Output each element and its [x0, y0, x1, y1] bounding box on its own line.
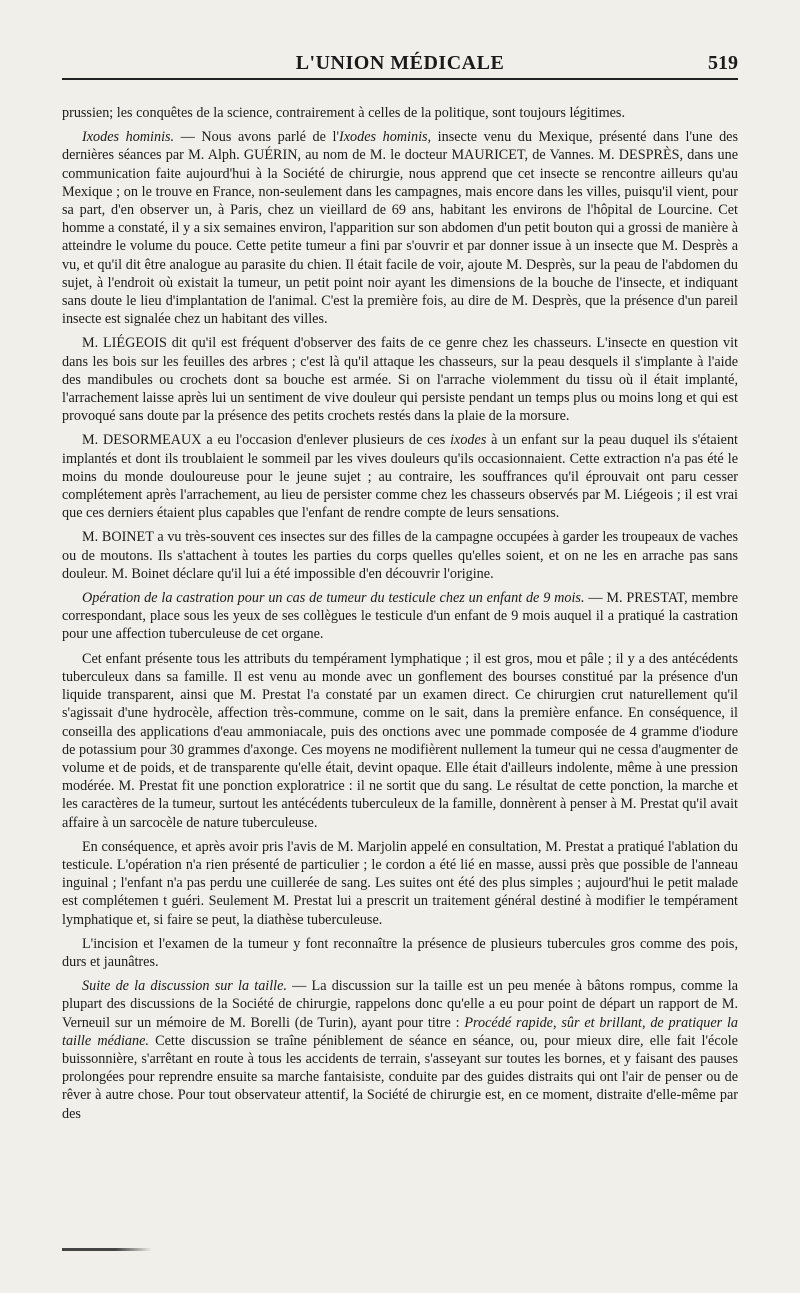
- paragraph: [62, 334, 738, 425]
- text-segment: En conséquence, et après avoir pris l'avis de M. Marjolin appelé en consultation, M. Prestat a pratiqué l'ablation du testicule. L'opération n'a rien présenté de particulier ; le cordon a été lié en masse, aussi près que possible de l'anneau inguinal ; l'enfant n'a pas perdu une cuillerée de sang. Les suites ont été des plus simples ; aujourd'hui le petit malade est complétemen t guéri. Seulement M. Prestat lui a prescrit un traitement général destiné à modifier le tempérament lymphatique et, si faire se peut, la diathèse tuberculeuse.: [62, 838, 738, 928]
- text-segment: — Nous avons parlé de l': [174, 129, 340, 146]
- paragraph: [62, 977, 738, 1123]
- paragraph: [62, 104, 738, 122]
- text-segment: M. BOINET a vu très-souvent ces insectes sur des filles de la campagne occupées à garder les troupeaux de vaches ou de moutons. Ils s'attachent à toutes les parties du corps quelles qu'elles soient, et on ne les en arrache pas sans douleur. M. Boinet déclare qu'il lui a été impossible d'en découvrir l'origine.: [62, 529, 738, 582]
- text-segment: Cette discussion se traîne péniblement de séance en séance, ou, pour mieux dire, elle fait l'école buissonnière, s'arrêtant en route à tous les accidents de terrain, s'asseyant sur toutes les bornes, et y faisant des pauses prolongées pour reprendre ensuite sa marche fantaisiste, conduite par des guides distraits qui ont l'air de penser ou de rêver à autre chose. Pour tout observateur attentif, la Société de chirurgie est, en ce moment, distraite d'elle-même par des: [62, 1032, 738, 1122]
- paragraph: [62, 431, 738, 522]
- paragraph: [62, 528, 738, 583]
- paragraph: [62, 838, 738, 929]
- italic-text: Ixodes hominis.: [82, 129, 175, 146]
- text-segment: L'incision et l'examen de la tumeur y font reconnaître la présence de plusieurs tubercules gros comme des pois, durs et jaunâtres.: [62, 935, 738, 970]
- text-segment: — M. PRESTAT, membre correspondant, place sous les yeux de ses collègues le testicule d'un enfant de 9 mois auquel il a pratiqué la castration pour une affection tuberculeuse de cet organe.: [62, 590, 738, 643]
- italic-text: ixodes: [450, 432, 487, 449]
- running-header: [62, 52, 738, 80]
- paragraph: [62, 589, 738, 644]
- italic-text: Opération de la castration pour un cas de tumeur du testicule chez un enfant de 9 mois.: [82, 590, 585, 607]
- footer-rule: [62, 1248, 152, 1251]
- text-segment: M. LIÉGEOIS dit qu'il est fréquent d'observer des faits de ce genre chez les chasseurs. L'insecte en question vit dans les bois sur les feuilles des arbres ; c'est là qu'il attaque les chasseurs, sur la peau desquels il s'implante à l'aide des mandibules ou crochets dont sa bouche est armée. Si on l'arrache violemment du tissu où il était implanté, l'arrachement laisse après lui un sentiment de vive douleur qui persiste pendant un temps plus ou moins long et qui est provoqué sans doute par la présence des petits crochets restés dans la plaie de la morsure.: [62, 335, 738, 425]
- article-body: [62, 104, 738, 1123]
- italic-text: Ixodes hominis,: [339, 129, 432, 146]
- italic-text: Procédé rapide, sûr et brillant, de pratiquer la taille médiane.: [62, 1014, 738, 1049]
- journal-title: L'UNION MÉDICALE: [295, 52, 505, 74]
- text-segment: à un enfant sur la peau duquel ils s'étaient implantés et dont ils troublaient le sommeil par les vives douleurs qu'ils occasionnaient. Cette extraction n'a pas été le moins du monde douloureuse pour le jeune sujet ; au contraire, les souffrances qu'il éprouvait ont paru cesser complétement après l'arrachement, au lieu de persister comme chez les chasseurs observés par M. Liégeois ; il est vrai que ces derniers étaient plus capables que l'enfant de rendre compte de leurs sensations.: [62, 432, 738, 522]
- text-segment: insecte venu du Mexique, présenté dans l'une des dernières séances par M. Alph. GUÉRIN, au nom de M. le docteur MAURICET, de Vannes. M. DESPRÈS, dans une communication faite aujourd'hui à la Société de chirurgie, nous apprend que cet insecte se rencontre ailleurs qu'au Mexique ; on le trouve en France, non-seulement dans les campagnes, mais encore dans les villes, puisqu'il vient, pour sa part, d'en observer un, à Paris, chez un vieillard de 69 ans, habitant les environs de l'hôpital de Lourcine. Cet homme a constaté, il y a six semaines environ, l'apparition sur son abdomen d'un petit bouton qui a grossi de manière à atteindre le volume du pouce. Cette petite tumeur a fini par s'ouvrir et par donner issue à un insecte que M. Desprès a vu, et qu'il dit être analogue au parasite du chien. Il était facile de voir, ajoute M. Desprès, sur la peau de l'abdomen du sujet, à l'endroit où existait la tumeur, un petit point noir ayant les dimensions de la bouche de l'insecte, et indiquant sans doute le lieu d'implantation de l'animal. C'est la première fois, au dire de M. Desprès, que la présence d'un pareil insecte est signalée chez un habitant des villes.: [62, 129, 738, 328]
- paragraph: [62, 650, 738, 832]
- text-segment: prussien; les conquêtes de la science, contrairement à celles de la politique, sont toujours légitimes.: [62, 105, 625, 121]
- text-segment: M. DESORMEAUX a eu l'occasion d'enlever plusieurs de ces: [82, 432, 451, 449]
- text-segment: Cet enfant présente tous les attributs du tempérament lymphatique ; il est gros, mou et pâle ; il y a des antécédents tuberculeux dans sa famille. Il est venu au monde avec un gonflement des bourses constitué par la présence d'un liquide transparent, ainsi que M. Prestat l'a constaté par un examen direct. Ce chirurgien crut naturellement qu'il s'agissait d'une hydrocèle, affection très-commune, comme on le sait, dans la première enfance. En conséquence, il conseilla des applications d'eau ammoniacale, puis des onctions avec une pommade composée de 4 gramme d'iodure de potassium pour 30 grammes d'axonge. Ces moyens ne modifièrent nullement la tumeur qui ne cessa d'augmenter de volume et de poids, et de transparente qu'elle était, devint opaque. Elle était d'ailleurs indolente, même à une pression modérée. M. Prestat fit une ponction exploratrice : il ne sortit que du sang. Le résultat de cette ponction, la marche et les caractères de la tumeur, surtout les antécédents tuberculeux de la famille, donnèrent à penser à M. Prestat qu'il avait affaire à un sarcocèle de nature tuberculeuse.: [62, 650, 738, 831]
- page-number: 519: [708, 52, 738, 74]
- paragraph: [62, 935, 738, 971]
- text-segment: — La discussion sur la taille est un peu menée à bâtons rompus, comme la plupart des discussions de la Société de chirurgie, rappelons donc qu'elle a eu pour point de départ un rapport de M. Verneuil sur un mémoire de M. Borelli (de Turin), ayant pour titre :: [62, 978, 739, 1031]
- italic-text: Suite de la discussion sur la taille.: [82, 978, 287, 995]
- paragraph: [62, 128, 738, 328]
